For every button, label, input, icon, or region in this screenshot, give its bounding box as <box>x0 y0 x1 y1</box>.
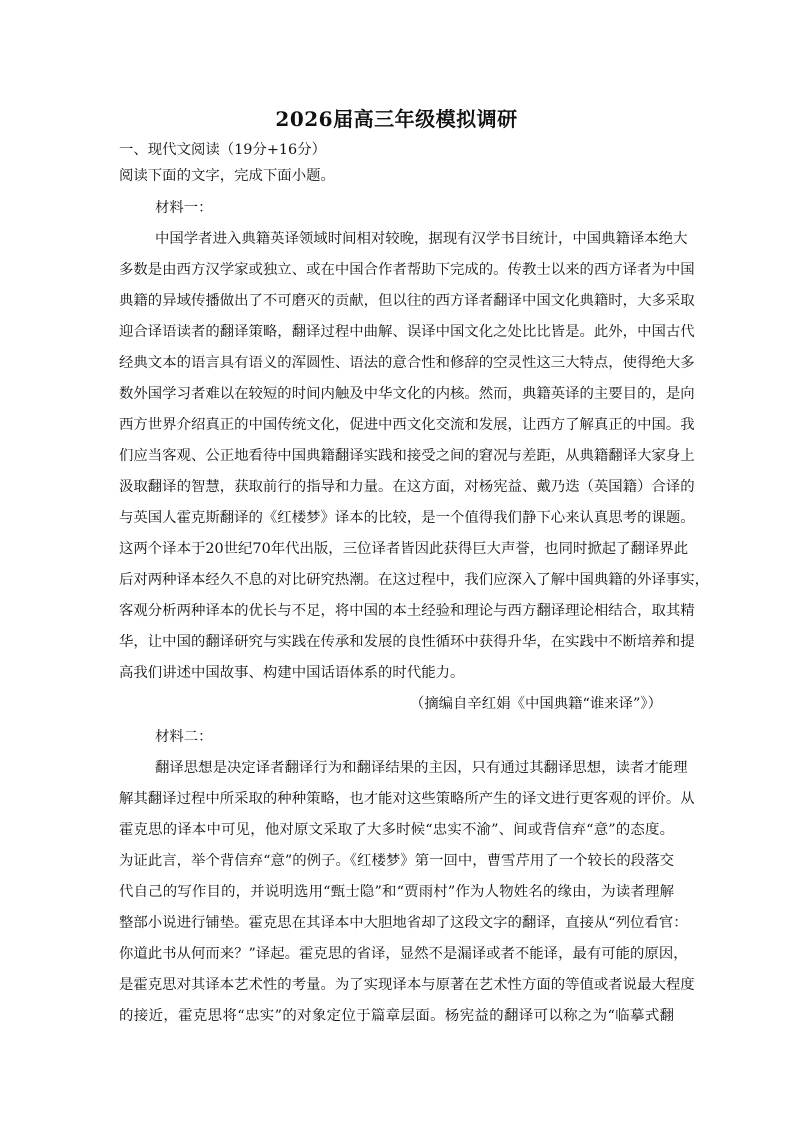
material1-line: 经典文本的语言具有语义的浑圆性、语法的意合性和修辞的空灵性这三大特点，使得绝大多 <box>119 355 695 371</box>
page-title: 2026届高三年级模拟调研 <box>275 107 518 131</box>
material1-line: 典籍的异域传播做出了不可磨灭的贡献，但以往的西方译者翻译中国文化典籍时，大多采取 <box>119 293 695 309</box>
material1-line: 这两个译本于20世纪70年代出版，三位译者皆因此获得巨大声誉，也同时掀起了翻译界此 <box>119 541 689 557</box>
material1-line: 多数是由西方汉学家或独立、或在中国合作者帮助下完成的。传教士以来的西方译者为中国 <box>119 262 695 278</box>
section-heading: 一、现代文阅读（19分+16分） <box>119 142 326 158</box>
material1-line: 西方世界介绍真正的中国传统文化，促进中西文化交流和发展，让西方了解真正的中国。我 <box>119 417 695 433</box>
material1-line: 华，让中国的翻译研究与实践在传承和发展的良性循环中获得升华，在实践中不断培养和提 <box>119 634 695 650</box>
material2-line: 翻译思想是决定译者翻译行为和翻译结果的主因，只有通过其翻译思想，读者才能理 <box>155 760 688 776</box>
material2-line: 的接近，霍克思将“忠实”的对象定位于篇章层面。杨宪益的翻译可以称之为“临摹式翻 <box>119 1008 674 1024</box>
material1-line: 后对两种译本经久不息的对比研究热潮。在这过程中，我们应深入了解中国典籍的外译事实， <box>119 572 710 588</box>
instruction-text: 阅读下面的文字，完成下面小题。 <box>119 168 335 184</box>
material1-line: 与英国人霍克斯翻译的《红楼梦》译本的比较，是一个值得我们静下心来认真思考的课题。 <box>119 510 695 526</box>
material1-line: 数外国学习者难以在较短的时间内触及中华文化的内核。然而，典籍英译的主要目的，是向 <box>119 386 695 402</box>
material2-line: 解其翻译过程中所采取的种种策略，也才能对这些策略所产生的译文进行更客观的评价。从 <box>119 791 695 807</box>
material1-label: 材料一： <box>155 200 213 216</box>
material2-line: 是霍克思对其译本艺术性的考量。为了实现译本与原著在艺术性方面的等值或者说最大程度 <box>119 977 695 993</box>
material1-line: 中国学者进入典籍英译领域时间相对较晚，据现有汉学书目统计，中国典籍译本绝大 <box>155 231 688 247</box>
material2-line: 你道此书从何而来？”译起。霍克思的省译，显然不是漏译或者不能译，最有可能的原因， <box>119 946 688 962</box>
material1-line: 高我们讲述中国故事、构建中国话语体系的时代能力。 <box>119 665 465 681</box>
material2-line: 霍克思的译本中可见，他对原文采取了大多时候“忠实不渝”、间或背信弃“意”的态度。 <box>119 822 674 838</box>
material2-line: 为证此言，举个背信弃“意”的例子。《红楼梦》第一回中，曹雪芹用了一个较长的段落交 <box>119 853 674 869</box>
material1-line: 汲取翻译的智慧，获取前行的指导和力量。在这方面，对杨宪益、戴乃迭（英国籍）合译的 <box>119 479 695 495</box>
material2-line: 整部小说进行铺垫。霍克思在其译本中大胆地省却了这段文字的翻译，直接从“列位看官： <box>119 915 688 931</box>
material1-source: （摘编自辛红娟《中国典籍“谁来译”》） <box>409 696 662 712</box>
material1-line: 客观分析两种译本的优长与不足，将中国的本土经验和理论与西方翻译理论相结合，取其精 <box>119 603 695 619</box>
material1-line: 迎合译语读者的翻译策略，翻译过程中曲解、误译中国文化之处比比皆是。此外，中国古代 <box>119 324 695 340</box>
material1-line: 们应当客观、公正地看待中国典籍翻译实践和接受之间的窘况与差距，从典籍翻译大家身上 <box>119 448 695 464</box>
material2-label: 材料二： <box>155 729 213 745</box>
material2-line: 代自己的写作目的，并说明选用“甄士隐”和“贾雨村”作为人物姓名的缘由，为读者理解 <box>119 884 674 900</box>
